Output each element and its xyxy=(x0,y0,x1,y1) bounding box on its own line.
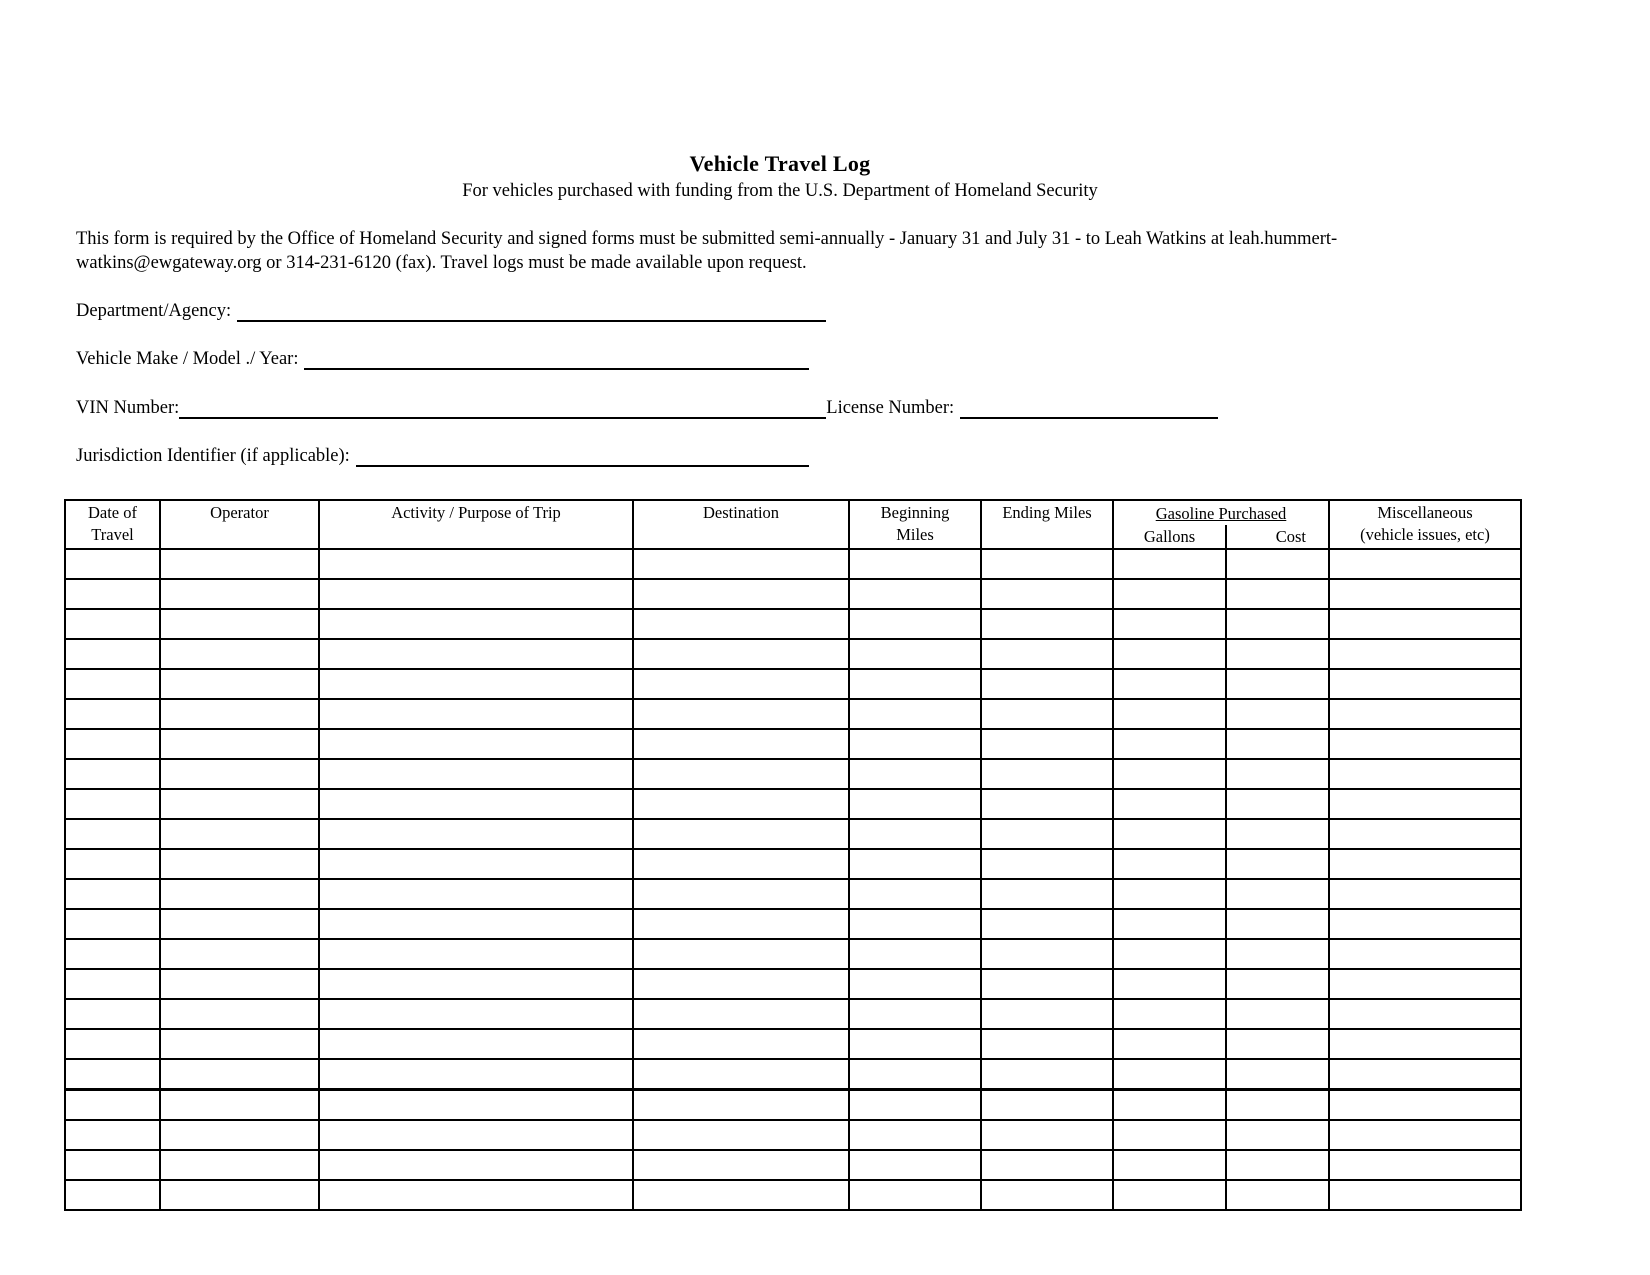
ending-miles-cell[interactable] xyxy=(981,1180,1113,1210)
beginning-miles-cell[interactable] xyxy=(849,1180,981,1210)
gallons-cell[interactable] xyxy=(1113,1150,1226,1180)
form-subtitle: For vehicles purchased with funding from the U.S. Department of Homeland Security xyxy=(462,181,1098,201)
intro-paragraph xyxy=(76,227,1526,275)
date-cell[interactable] xyxy=(65,999,160,1029)
activity-cell[interactable] xyxy=(319,819,633,849)
activity-cell[interactable] xyxy=(319,579,633,609)
activity-cell[interactable] xyxy=(319,639,633,669)
gallons-cell[interactable] xyxy=(1113,909,1226,939)
gallons-cell[interactable] xyxy=(1113,789,1226,819)
beginning-miles-cell[interactable] xyxy=(849,1120,981,1150)
ending-miles-cell[interactable] xyxy=(981,999,1113,1029)
beginning-miles-cell[interactable] xyxy=(849,639,981,669)
cost-cell[interactable] xyxy=(1226,1180,1329,1210)
ending-miles-cell[interactable] xyxy=(981,1059,1113,1090)
destination-cell[interactable] xyxy=(633,609,849,639)
gallons-cell[interactable] xyxy=(1113,999,1226,1029)
table-row xyxy=(65,579,1521,609)
cost-cell[interactable] xyxy=(1226,879,1329,909)
form-title: Vehicle Travel Log xyxy=(689,151,871,176)
gallons-cell[interactable] xyxy=(1113,639,1226,669)
misc-cell[interactable] xyxy=(1329,969,1521,999)
activity-cell[interactable] xyxy=(319,1120,633,1150)
destination-cell[interactable] xyxy=(633,1029,849,1059)
activity-cell[interactable] xyxy=(319,849,633,879)
ending-miles-cell[interactable] xyxy=(981,549,1113,579)
cost-cell[interactable] xyxy=(1226,729,1329,759)
cost-cell[interactable] xyxy=(1226,1059,1329,1090)
misc-cell[interactable] xyxy=(1329,759,1521,789)
col-activity: Activity / Purpose of Trip xyxy=(319,500,633,549)
table-row xyxy=(65,699,1521,729)
activity-cell[interactable] xyxy=(319,999,633,1029)
table-row xyxy=(65,969,1521,999)
beginning-miles-cell[interactable] xyxy=(849,759,981,789)
activity-cell[interactable] xyxy=(319,759,633,789)
activity-cell[interactable] xyxy=(319,909,633,939)
cost-cell[interactable] xyxy=(1226,999,1329,1029)
destination-cell[interactable] xyxy=(633,1150,849,1180)
operator-cell[interactable] xyxy=(160,699,319,729)
operator-cell[interactable] xyxy=(160,849,319,879)
table-row xyxy=(65,999,1521,1029)
date-cell[interactable] xyxy=(65,609,160,639)
cost-cell[interactable] xyxy=(1226,669,1329,699)
date-cell[interactable] xyxy=(65,939,160,969)
ending-miles-cell[interactable] xyxy=(981,609,1113,639)
col-ending-miles: Ending Miles xyxy=(981,500,1113,549)
department-input-line[interactable] xyxy=(237,300,826,322)
beginning-miles-cell[interactable] xyxy=(849,819,981,849)
activity-cell[interactable] xyxy=(319,609,633,639)
license-label: License Number: xyxy=(826,398,955,418)
destination-cell[interactable] xyxy=(633,879,849,909)
operator-cell[interactable] xyxy=(160,1090,319,1121)
misc-cell[interactable] xyxy=(1329,819,1521,849)
ending-miles-cell[interactable] xyxy=(981,849,1113,879)
gallons-cell[interactable] xyxy=(1113,1180,1226,1210)
table-row xyxy=(65,1029,1521,1059)
table-row xyxy=(65,819,1521,849)
cost-cell[interactable] xyxy=(1226,939,1329,969)
col-cost: Cost xyxy=(1226,525,1329,549)
gallons-cell[interactable] xyxy=(1113,549,1226,579)
beginning-miles-cell[interactable] xyxy=(849,609,981,639)
beginning-miles-cell[interactable] xyxy=(849,1090,981,1121)
gallons-cell[interactable] xyxy=(1113,669,1226,699)
beginning-miles-cell[interactable] xyxy=(849,1059,981,1090)
col-operator: Operator xyxy=(160,500,319,549)
misc-cell[interactable] xyxy=(1329,909,1521,939)
operator-cell[interactable] xyxy=(160,759,319,789)
table-row xyxy=(65,909,1521,939)
beginning-miles-cell[interactable] xyxy=(849,1029,981,1059)
ending-miles-cell[interactable] xyxy=(981,639,1113,669)
jurisdiction-field xyxy=(76,445,809,467)
table-row xyxy=(65,1150,1521,1180)
destination-cell[interactable] xyxy=(633,1090,849,1121)
misc-cell[interactable] xyxy=(1329,549,1521,579)
beginning-miles-cell[interactable] xyxy=(849,699,981,729)
activity-cell[interactable] xyxy=(319,969,633,999)
misc-cell[interactable] xyxy=(1329,1059,1521,1090)
vin-label: VIN Number: xyxy=(76,398,180,418)
ending-miles-cell[interactable] xyxy=(981,1150,1113,1180)
date-cell[interactable] xyxy=(65,1090,160,1121)
date-cell[interactable] xyxy=(65,549,160,579)
destination-cell[interactable] xyxy=(633,939,849,969)
ending-miles-cell[interactable] xyxy=(981,699,1113,729)
activity-cell[interactable] xyxy=(319,549,633,579)
misc-cell[interactable] xyxy=(1329,699,1521,729)
date-cell[interactable] xyxy=(65,759,160,789)
table-row xyxy=(65,1120,1521,1150)
vin-license-field xyxy=(76,397,1218,419)
misc-cell[interactable] xyxy=(1329,789,1521,819)
operator-cell[interactable] xyxy=(160,549,319,579)
operator-cell[interactable] xyxy=(160,729,319,759)
cost-cell[interactable] xyxy=(1226,1090,1329,1121)
vehicle-label: Vehicle Make / Model ./ Year: xyxy=(76,349,299,369)
jurisdiction-label: Jurisdiction Identifier (if applicable): xyxy=(76,446,350,466)
gallons-cell[interactable] xyxy=(1113,1029,1226,1059)
activity-cell[interactable] xyxy=(319,669,633,699)
misc-cell[interactable] xyxy=(1329,729,1521,759)
ending-miles-cell[interactable] xyxy=(981,729,1113,759)
activity-cell[interactable] xyxy=(319,1090,633,1121)
col-gasoline-purchased: Gasoline Purchased xyxy=(1113,500,1329,525)
misc-cell[interactable] xyxy=(1329,1029,1521,1059)
vehicle-field xyxy=(76,348,809,370)
ending-miles-cell[interactable] xyxy=(981,909,1113,939)
beginning-miles-cell[interactable] xyxy=(849,999,981,1029)
table-row xyxy=(65,729,1521,759)
date-cell[interactable] xyxy=(65,1029,160,1059)
table-header-row xyxy=(65,500,1521,525)
table-row xyxy=(65,879,1521,909)
misc-cell[interactable] xyxy=(1329,999,1521,1029)
table-row xyxy=(65,639,1521,669)
col-miscellaneous: Miscellaneous (vehicle issues, etc) xyxy=(1329,500,1521,549)
date-cell[interactable] xyxy=(65,669,160,699)
destination-cell[interactable] xyxy=(633,699,849,729)
cost-cell[interactable] xyxy=(1226,909,1329,939)
operator-cell[interactable] xyxy=(160,609,319,639)
operator-cell[interactable] xyxy=(160,969,319,999)
operator-cell[interactable] xyxy=(160,639,319,669)
beginning-miles-cell[interactable] xyxy=(849,789,981,819)
destination-cell[interactable] xyxy=(633,819,849,849)
destination-cell[interactable] xyxy=(633,1059,849,1090)
gallons-cell[interactable] xyxy=(1113,969,1226,999)
activity-cell[interactable] xyxy=(319,1059,633,1090)
gallons-cell[interactable] xyxy=(1113,729,1226,759)
ending-miles-cell[interactable] xyxy=(981,939,1113,969)
cost-cell[interactable] xyxy=(1226,1150,1329,1180)
col-gallons: Gallons xyxy=(1113,525,1226,549)
destination-cell[interactable] xyxy=(633,729,849,759)
cost-cell[interactable] xyxy=(1226,1029,1329,1059)
operator-cell[interactable] xyxy=(160,579,319,609)
destination-cell[interactable] xyxy=(633,1180,849,1210)
ending-miles-cell[interactable] xyxy=(981,1120,1113,1150)
misc-cell[interactable] xyxy=(1329,1120,1521,1150)
destination-cell[interactable] xyxy=(633,759,849,789)
cost-cell[interactable] xyxy=(1226,609,1329,639)
ending-miles-cell[interactable] xyxy=(981,669,1113,699)
table-row xyxy=(65,1090,1521,1121)
misc-cell[interactable] xyxy=(1329,1180,1521,1210)
beginning-miles-cell[interactable] xyxy=(849,669,981,699)
activity-cell[interactable] xyxy=(319,789,633,819)
activity-cell[interactable] xyxy=(319,879,633,909)
date-cell[interactable] xyxy=(65,849,160,879)
gallons-cell[interactable] xyxy=(1113,1090,1226,1121)
ending-miles-cell[interactable] xyxy=(981,879,1113,909)
col-beginning-miles: Beginning Miles xyxy=(849,500,981,549)
activity-cell[interactable] xyxy=(319,729,633,759)
vehicle-input-line[interactable] xyxy=(304,348,809,370)
destination-cell[interactable] xyxy=(633,579,849,609)
table-row xyxy=(65,609,1521,639)
table-row xyxy=(65,759,1521,789)
table-row xyxy=(65,849,1521,879)
jurisdiction-input-line[interactable] xyxy=(356,445,809,467)
department-label: Department/Agency: xyxy=(76,301,232,321)
date-cell[interactable] xyxy=(65,819,160,849)
destination-cell[interactable] xyxy=(633,639,849,669)
table-row xyxy=(65,789,1521,819)
operator-cell[interactable] xyxy=(160,819,319,849)
destination-cell[interactable] xyxy=(633,549,849,579)
beginning-miles-cell[interactable] xyxy=(849,969,981,999)
cost-cell[interactable] xyxy=(1226,969,1329,999)
operator-cell[interactable] xyxy=(160,1120,319,1150)
gallons-cell[interactable] xyxy=(1113,849,1226,879)
cost-cell[interactable] xyxy=(1226,759,1329,789)
destination-cell[interactable] xyxy=(633,909,849,939)
date-cell[interactable] xyxy=(65,729,160,759)
destination-cell[interactable] xyxy=(633,789,849,819)
gallons-cell[interactable] xyxy=(1113,1059,1226,1090)
gallons-cell[interactable] xyxy=(1113,939,1226,969)
gallons-cell[interactable] xyxy=(1113,759,1226,789)
operator-cell[interactable] xyxy=(160,789,319,819)
misc-cell[interactable] xyxy=(1329,849,1521,879)
operator-cell[interactable] xyxy=(160,909,319,939)
intro-line-2: watkins@ewgateway.org or 314-231-6120 (fax). Travel logs must be made available upon request. xyxy=(76,253,807,273)
beginning-miles-cell[interactable] xyxy=(849,879,981,909)
misc-cell[interactable] xyxy=(1329,879,1521,909)
activity-cell[interactable] xyxy=(319,1180,633,1210)
table-body xyxy=(65,549,1521,1210)
beginning-miles-cell[interactable] xyxy=(849,849,981,879)
intro-line-1: This form is required by the Office of Homeland Security and signed forms must be submitted semi-annually - January 31 and July 31 - to Leah Watkins at leah.hummert- xyxy=(76,229,1338,249)
date-cell[interactable] xyxy=(65,969,160,999)
activity-cell[interactable] xyxy=(319,699,633,729)
misc-cell[interactable] xyxy=(1329,1150,1521,1180)
misc-cell[interactable] xyxy=(1329,1090,1521,1121)
date-cell[interactable] xyxy=(65,1120,160,1150)
cost-cell[interactable] xyxy=(1226,849,1329,879)
misc-cell[interactable] xyxy=(1329,579,1521,609)
gallons-cell[interactable] xyxy=(1113,609,1226,639)
misc-cell[interactable] xyxy=(1329,609,1521,639)
ending-miles-cell[interactable] xyxy=(981,789,1113,819)
operator-cell[interactable] xyxy=(160,1059,319,1090)
beginning-miles-cell[interactable] xyxy=(849,909,981,939)
cost-cell[interactable] xyxy=(1226,819,1329,849)
date-cell[interactable] xyxy=(65,579,160,609)
destination-cell[interactable] xyxy=(633,969,849,999)
date-cell[interactable] xyxy=(65,909,160,939)
misc-cell[interactable] xyxy=(1329,669,1521,699)
table-row xyxy=(65,549,1521,579)
cost-cell[interactable] xyxy=(1226,639,1329,669)
beginning-miles-cell[interactable] xyxy=(849,579,981,609)
table-row xyxy=(65,1059,1521,1090)
activity-cell[interactable] xyxy=(319,1029,633,1059)
beginning-miles-cell[interactable] xyxy=(849,729,981,759)
date-cell[interactable] xyxy=(65,879,160,909)
gallons-cell[interactable] xyxy=(1113,699,1226,729)
gallons-cell[interactable] xyxy=(1113,1120,1226,1150)
destination-cell[interactable] xyxy=(633,1120,849,1150)
operator-cell[interactable] xyxy=(160,1150,319,1180)
cost-cell[interactable] xyxy=(1226,549,1329,579)
table-row xyxy=(65,669,1521,699)
ending-miles-cell[interactable] xyxy=(981,819,1113,849)
gallons-cell[interactable] xyxy=(1113,579,1226,609)
gallons-cell[interactable] xyxy=(1113,819,1226,849)
col-date-travel: Date of Travel xyxy=(65,500,160,549)
destination-cell[interactable] xyxy=(633,669,849,699)
beginning-miles-cell[interactable] xyxy=(849,1150,981,1180)
misc-cell[interactable] xyxy=(1329,639,1521,669)
ending-miles-cell[interactable] xyxy=(981,579,1113,609)
date-cell[interactable] xyxy=(65,639,160,669)
ending-miles-cell[interactable] xyxy=(981,1029,1113,1059)
operator-cell[interactable] xyxy=(160,939,319,969)
beginning-miles-cell[interactable] xyxy=(849,549,981,579)
operator-cell[interactable] xyxy=(160,1029,319,1059)
beginning-miles-cell[interactable] xyxy=(849,939,981,969)
cost-cell[interactable] xyxy=(1226,789,1329,819)
table-row xyxy=(65,1180,1521,1210)
date-cell[interactable] xyxy=(65,1059,160,1090)
date-cell[interactable] xyxy=(65,1150,160,1180)
operator-cell[interactable] xyxy=(160,879,319,909)
gallons-cell[interactable] xyxy=(1113,879,1226,909)
vin-input-line[interactable] xyxy=(179,397,826,419)
date-cell[interactable] xyxy=(65,699,160,729)
col-destination: Destination xyxy=(633,500,849,549)
operator-cell[interactable] xyxy=(160,1180,319,1210)
license-input-line[interactable] xyxy=(960,397,1218,419)
date-cell[interactable] xyxy=(65,1180,160,1210)
travel-log-table xyxy=(64,499,1522,1211)
cost-cell[interactable] xyxy=(1226,699,1329,729)
destination-cell[interactable] xyxy=(633,849,849,879)
department-field xyxy=(76,300,826,322)
operator-cell[interactable] xyxy=(160,999,319,1029)
ending-miles-cell[interactable] xyxy=(981,969,1113,999)
operator-cell[interactable] xyxy=(160,669,319,699)
activity-cell[interactable] xyxy=(319,939,633,969)
misc-cell[interactable] xyxy=(1329,939,1521,969)
ending-miles-cell[interactable] xyxy=(981,759,1113,789)
date-cell[interactable] xyxy=(65,789,160,819)
activity-cell[interactable] xyxy=(319,1150,633,1180)
table-row xyxy=(65,939,1521,969)
ending-miles-cell[interactable] xyxy=(981,1090,1113,1121)
destination-cell[interactable] xyxy=(633,999,849,1029)
cost-cell[interactable] xyxy=(1226,579,1329,609)
cost-cell[interactable] xyxy=(1226,1120,1329,1150)
